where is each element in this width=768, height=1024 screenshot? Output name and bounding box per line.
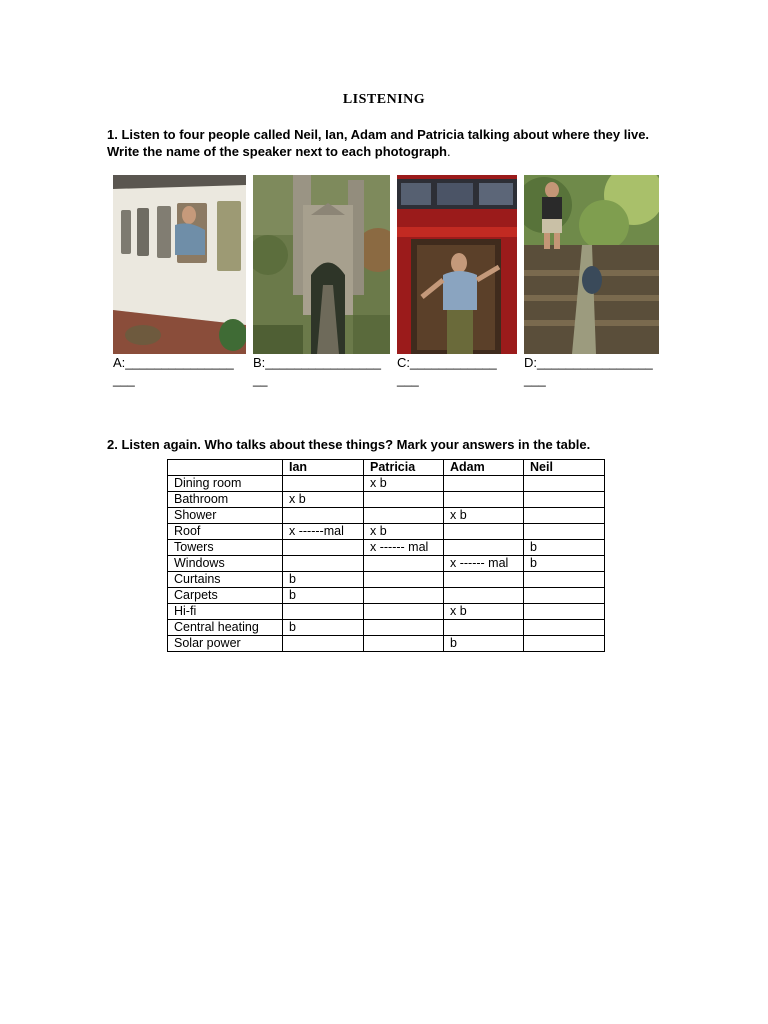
answer-cell-patricia[interactable]: x ------ mal xyxy=(364,540,444,556)
answer-cell-neil[interactable] xyxy=(524,508,605,524)
answer-table xyxy=(167,459,605,652)
answer-blank-b[interactable]: B:________________ __ xyxy=(253,355,381,387)
answer-cell-neil[interactable] xyxy=(524,620,605,636)
photo-b-castle-tower xyxy=(253,175,390,354)
row-label: Shower xyxy=(168,508,283,524)
question-1-period: . xyxy=(447,144,451,159)
header-patricia: Patricia xyxy=(364,460,444,476)
answer-blank-c[interactable]: C:____________ ___ xyxy=(397,355,497,387)
answer-cell-ian[interactable]: b xyxy=(283,620,364,636)
table-row xyxy=(168,636,605,652)
table-row xyxy=(168,524,605,540)
answer-cell-adam[interactable] xyxy=(444,588,524,604)
table-row xyxy=(168,540,605,556)
answer-cell-ian[interactable] xyxy=(283,636,364,652)
header-adam: Adam xyxy=(444,460,524,476)
row-label: Roof xyxy=(168,524,283,540)
answer-cell-neil[interactable] xyxy=(524,492,605,508)
answer-cell-adam[interactable]: x ------ mal xyxy=(444,556,524,572)
answer-cell-adam[interactable] xyxy=(444,620,524,636)
row-label: Windows xyxy=(168,556,283,572)
answer-cell-ian[interactable] xyxy=(283,556,364,572)
question-1-text: 1. Listen to four people called Neil, Ian, Adam and Patricia talking about where they live. Write the name of the speaker next to each photograph xyxy=(107,127,650,159)
answer-cell-patricia[interactable] xyxy=(364,604,444,620)
question-1 xyxy=(107,126,677,160)
answer-cell-neil[interactable] xyxy=(524,604,605,620)
header-blank xyxy=(168,460,283,476)
header-neil: Neil xyxy=(524,460,605,476)
answer-cell-neil[interactable]: b xyxy=(524,540,605,556)
table-row xyxy=(168,588,605,604)
answer-blank-d[interactable]: D:________________ ___ xyxy=(524,355,653,387)
answer-cell-neil[interactable]: b xyxy=(524,556,605,572)
page-title: LISTENING xyxy=(342,92,426,107)
table-header-row xyxy=(168,460,605,476)
row-label: Towers xyxy=(168,540,283,556)
answer-cell-patricia[interactable] xyxy=(364,636,444,652)
row-label: Central heating xyxy=(168,620,283,636)
answer-cell-neil[interactable] xyxy=(524,476,605,492)
answer-cell-adam[interactable]: b xyxy=(444,636,524,652)
answer-cell-ian[interactable]: x ------mal xyxy=(283,524,364,540)
photo-d-tree-house xyxy=(524,175,659,354)
answer-cell-adam[interactable] xyxy=(444,476,524,492)
answer-cell-patricia[interactable] xyxy=(364,492,444,508)
table-row xyxy=(168,556,605,572)
row-label: Carpets xyxy=(168,588,283,604)
row-label: Dining room xyxy=(168,476,283,492)
answer-cell-adam[interactable] xyxy=(444,540,524,556)
photo-labels xyxy=(0,354,768,394)
answer-cell-patricia[interactable] xyxy=(364,572,444,588)
row-label: Hi-fi xyxy=(168,604,283,620)
answer-blank-a[interactable]: A:_______________ ___ xyxy=(113,355,234,387)
row-label: Curtains xyxy=(168,572,283,588)
photo-c-double-decker-bus xyxy=(397,175,517,354)
row-label: Bathroom xyxy=(168,492,283,508)
answer-cell-neil[interactable] xyxy=(524,588,605,604)
answer-cell-neil[interactable] xyxy=(524,524,605,540)
table-row xyxy=(168,492,605,508)
answer-cell-ian[interactable]: b xyxy=(283,588,364,604)
photo-a-train-carriage xyxy=(113,175,246,354)
answer-cell-patricia[interactable] xyxy=(364,508,444,524)
table-row xyxy=(168,572,605,588)
answer-cell-adam[interactable] xyxy=(444,524,524,540)
answer-cell-ian[interactable] xyxy=(283,508,364,524)
photo-strip xyxy=(113,175,663,355)
answer-cell-neil[interactable] xyxy=(524,572,605,588)
answer-cell-patricia[interactable]: x b xyxy=(364,524,444,540)
answer-cell-patricia[interactable] xyxy=(364,620,444,636)
answer-cell-patricia[interactable]: x b xyxy=(364,476,444,492)
answer-cell-ian[interactable]: b xyxy=(283,572,364,588)
table-row xyxy=(168,604,605,620)
table-row xyxy=(168,620,605,636)
table-row xyxy=(168,476,605,492)
answer-cell-ian[interactable] xyxy=(283,540,364,556)
question-2: 2. Listen again. Who talks about these things? Mark your answers in the table. xyxy=(107,437,591,452)
answer-cell-patricia[interactable] xyxy=(364,588,444,604)
answer-cell-adam[interactable] xyxy=(444,572,524,588)
answer-cell-neil[interactable] xyxy=(524,636,605,652)
answer-cell-ian[interactable] xyxy=(283,476,364,492)
answer-cell-adam[interactable]: x b xyxy=(444,604,524,620)
row-label: Solar power xyxy=(168,636,283,652)
answer-cell-ian[interactable]: x b xyxy=(283,492,364,508)
answer-cell-adam[interactable]: x b xyxy=(444,508,524,524)
answer-cell-adam[interactable] xyxy=(444,492,524,508)
answer-cell-patricia[interactable] xyxy=(364,556,444,572)
answer-cell-ian[interactable] xyxy=(283,604,364,620)
header-ian: Ian xyxy=(283,460,364,476)
table-row xyxy=(168,508,605,524)
